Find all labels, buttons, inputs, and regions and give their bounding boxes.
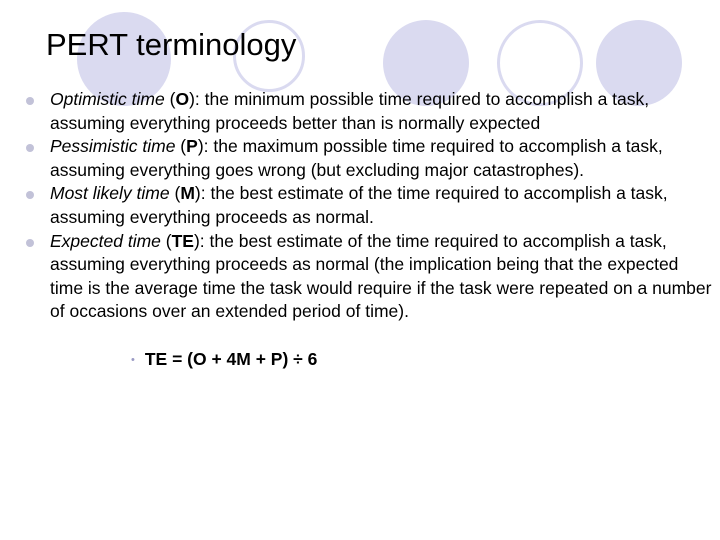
term-label: Most likely time (50, 183, 170, 204)
slide-title: PERT terminology (46, 27, 297, 62)
term-definition: the maximum possible time required to accomplish a task, assuming everything goes wrong (but excluding major catastrophes). (50, 136, 663, 180)
term-label: Optimistic time (50, 89, 165, 109)
term-label: Expected time (50, 230, 161, 251)
term-definition: the best estimate of the time required to accomplish a task, assuming everything proceeds as normal (the implication being that the expected time is the average time the task would require if the task were repeated on a number of occasions over an extended period of time). (50, 230, 712, 322)
term-definition: the best estimate of the time required to accomplish a task, assuming everything proceeds as normal. (50, 183, 668, 227)
bullet-item-pessimistic: Pessimistic time (P): the maximum possible time required to accomplish a task, assuming everything goes wrong (but excluding major catastrophes). (26, 135, 716, 182)
term-definition: the minimum possible time required to accomplish a task, assuming everything proceeds better than is normally expected (50, 89, 650, 133)
formula-item (131, 348, 317, 372)
circle-bullet-icon (26, 97, 34, 105)
bullet-item-optimistic: Optimistic time (O): the minimum possible time required to accomplish a task, assuming everything proceeds better than is normally expected (26, 88, 716, 135)
bullet-list (26, 88, 716, 324)
sub-bullet-icon: • (131, 354, 135, 366)
term-abbr: P (186, 136, 198, 157)
bullet-item-expected: Expected time (TE): the best estimate of the time required to accomplish a task, assuming everything proceeds as normal (the implication being that the expected time is the average time the task would require if the task were repeated on a number of occasions over an extended period of time). (26, 230, 716, 324)
formula-text: TE = (O + 4M + P) ÷ 6 (144, 349, 318, 369)
term-label: Pessimistic time (50, 136, 176, 157)
bullet-item-most-likely: Most likely time (M): the best estimate of the time required to accomplish a task, assuming everything proceeds as normal. (26, 182, 716, 229)
circle-bullet-icon (26, 239, 34, 247)
term-abbr: TE (171, 230, 194, 251)
term-abbr: M (180, 183, 195, 204)
circle-bullet-icon (26, 191, 34, 199)
term-abbr: O (175, 89, 190, 109)
circle-bullet-icon (26, 144, 34, 152)
